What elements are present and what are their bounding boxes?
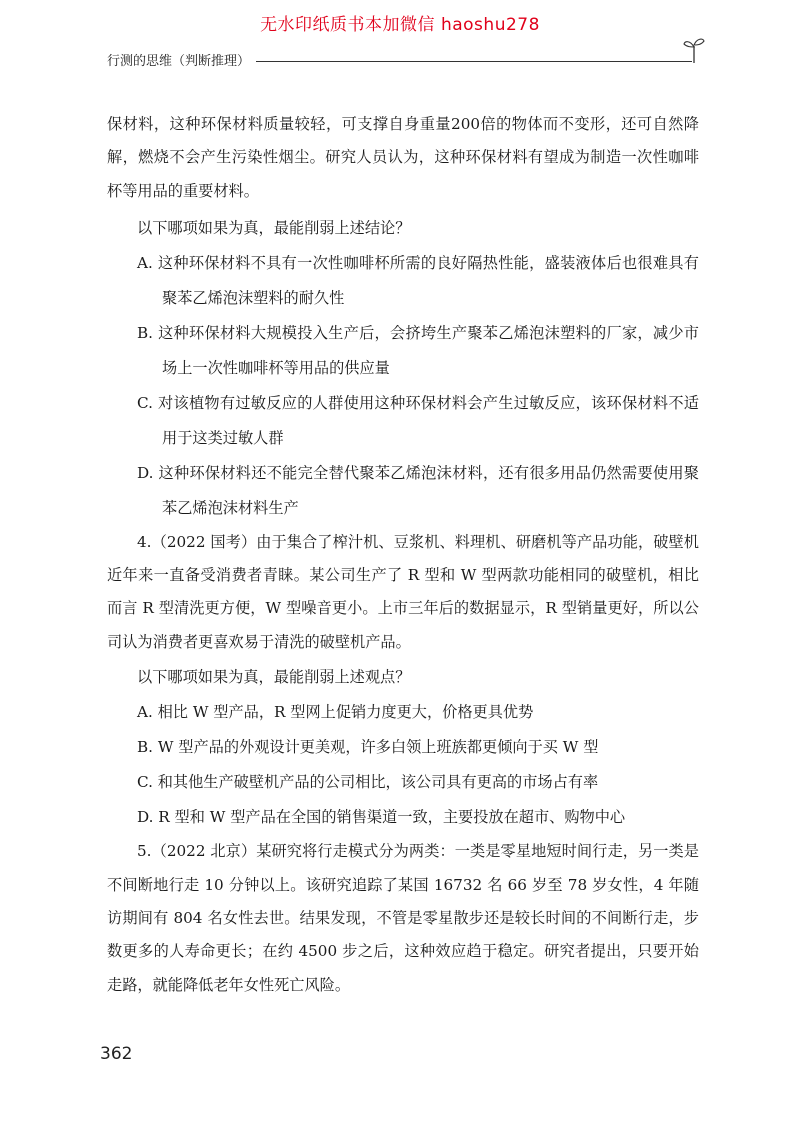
page-number: 362 bbox=[100, 1044, 133, 1064]
sprout-icon bbox=[682, 34, 706, 64]
book-title: 行测的思维（判断推理） bbox=[107, 54, 251, 69]
q3-option-c: C. 对该植物有过敏反应的人群使用这种环保材料会产生过敏反应，该环保材料不适用于这类过敏人群 bbox=[137, 393, 699, 447]
q4-option-c: C. 和其他生产破壁机产品的公司相比，该公司具有更高的市场占有率 bbox=[137, 773, 599, 792]
page-body bbox=[107, 108, 699, 1002]
q4-option-d: D. R 型和 W 型产品在全国的销售渠道一致，主要投放在超市、购物中心 bbox=[137, 808, 626, 827]
q3-option-d: D. 这种环保材料还不能完全替代聚苯乙烯泡沫材料，还有很多用品仍然需要使用聚苯乙烯泡沫材料生产 bbox=[137, 463, 699, 517]
q3-option-b: B. 这种环保材料大规模投入生产后，会挤垮生产聚苯乙烯泡沫塑料的厂家，减少市场上一次性咖啡杯等用品的供应量 bbox=[137, 323, 699, 377]
running-head bbox=[107, 50, 692, 69]
q4-option-b: B. W 型产品的外观设计更美观，许多白领上班族都更倾向于买 W 型 bbox=[137, 738, 599, 757]
q3-question: 以下哪项如果为真，最能削弱上述结论？ bbox=[137, 219, 411, 238]
q4-question: 以下哪项如果为真，最能削弱上述观点？ bbox=[137, 668, 411, 687]
q3-stem-continued: 保材料，这种环保材料质量较轻，可支撑自身重量200倍的物体而不变形，还可自然降解，燃烧不会产生污染性烟尘。研究人员认为，这种环保材料有望成为制造一次性咖啡杯等用品的重要材料。 bbox=[107, 115, 699, 200]
q5-stem: 5.（2022 北京）某研究将行走模式分为两类：一类是零星地短时间行走，另一类是不间断地行走 10 分钟以上。该研究追踪了某国 16732 名 66 岁至 78 岁女性，4 年随访期间有 804 名女性去世。结果发现，不管是零星散步还是较长时间的不间断行走，步数更多的人寿命更长；在约 4500 步之后，这种效应趋于稳定。研究者提出，只要开始走路，就能降低老年女性死亡风险。 bbox=[107, 842, 699, 994]
watermark-text: 无水印纸质书本加微信 haoshu278 bbox=[260, 15, 540, 35]
header-rule bbox=[256, 61, 692, 62]
q4-stem: 4.（2022 国考）由于集合了榨汁机、豆浆机、料理机、研磨机等产品功能，破壁机近年来一直备受消费者青睐。某公司生产了 R 型和 W 型两款功能相同的破壁机，相比而言 R 型清洗更方便，W 型噪音更小。上市三年后的数据显示，R 型销量更好，所以公司认为消费者更喜欢易于清洗的破壁机产品。 bbox=[107, 532, 699, 651]
q4-option-a: A. 相比 W 型产品，R 型网上促销力度更大，价格更具优势 bbox=[137, 703, 534, 722]
q3-option-a: A. 这种环保材料不具有一次性咖啡杯所需的良好隔热性能，盛装液体后也很难具有聚苯乙烯泡沫塑料的耐久性 bbox=[137, 253, 699, 307]
